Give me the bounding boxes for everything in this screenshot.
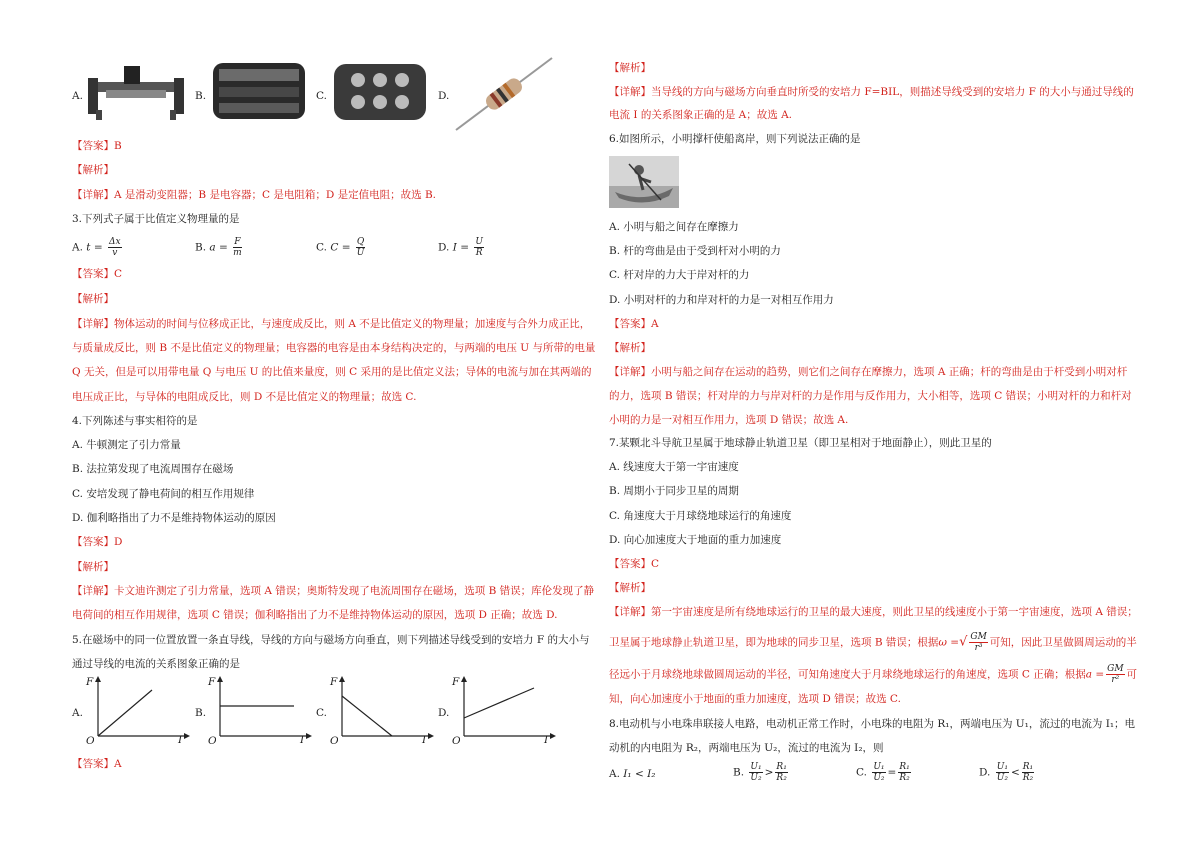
q8-stem-line: 动机的内电阻为 R₂，两端电压为 U₂，流过的电流为 I₂，则 — [609, 742, 884, 754]
q7-stem: 7.某颗北斗导航卫星属于地球静止轨道卫星（即卫星相对于地面静止），则此卫星的 — [609, 437, 992, 449]
q7-option-c: C. 角速度大于月球绕地球运行的角速度 — [609, 510, 792, 522]
q6-stem: 6.如图所示，小明撑杆使船离岸，则下列说法正确的是 — [609, 133, 861, 145]
q3-stem: 3.下列式子属于比值定义物理量的是 — [72, 213, 240, 225]
q4-detail-line: 【详解】卡文迪许测定了引力常量，选项 A 错误；奥斯特发现了电流周围存在磁场，选项 B 错误；库伦发现了静 — [72, 585, 595, 597]
q2-analysis-heading: 【解析】 — [72, 164, 114, 176]
q4-answer: 【答案】D — [72, 536, 123, 548]
resistance-box-image — [330, 56, 430, 126]
q8-option-c: C. $\frac{\text{U₁}}{\text{U₂}}$ = $\frac{\text{R₁}}{\text{R₂}}$ — [856, 762, 910, 783]
fixed-resistor-image — [454, 56, 554, 132]
q5-graph-d-origin-label: O — [452, 735, 461, 747]
q3-option-d: D. I = $\frac{U}{R}$ — [438, 237, 483, 258]
q5-graph-d-label: D. — [438, 707, 450, 719]
slide-rheostat-image — [86, 60, 186, 120]
q6-answer: 【答案】A — [609, 318, 659, 330]
q7-answer: 【答案】C — [609, 558, 660, 570]
q5-graph-b-origin-label: O — [208, 735, 217, 747]
q6-option-b: B. 杆的弯曲是由于受到杆对小明的力 — [609, 245, 781, 257]
q3-answer: 【答案】C — [72, 268, 123, 280]
q2-answer: 【答案】B — [72, 140, 122, 152]
q2-detail: 【详解】A 是滑动变阻器；B 是电容器；C 是电阻箱；D 是定值电阻；故选 B. — [72, 189, 436, 201]
q3-detail-line: Q 无关，但是可以用带电量 Q 与电压 U 的比值来量度，则 C 采用的是比值定义法；导体的电流与加在其两端的 — [72, 366, 592, 378]
q5-graph-c-x-label: I — [422, 734, 427, 746]
q7-detail-line: 【详解】第一宇宙速度是所有绕地球运行的卫星的最大速度，则此卫星的线速度小于第一宇宙速度，选项 A 错误； — [609, 606, 1138, 618]
q5-graph-a-y-label: F — [86, 676, 94, 688]
q5-analysis-heading: 【解析】 — [609, 62, 651, 74]
q6-analysis-heading: 【解析】 — [609, 342, 651, 354]
q2-option-c-label: C. — [316, 90, 327, 102]
q8-option-a: A. I₁ < I₂ — [609, 768, 656, 780]
q5-graph-c — [330, 676, 440, 748]
boat-pole-image — [609, 156, 679, 208]
q3-detail-line: 【详解】物体运动的时间与位移成正比，与速度成反比，则 A 不是比值定义的物理量；加速度与合外力成正比， — [72, 318, 591, 330]
q6-option-a: A. 小明与船之间存在摩擦力 — [609, 221, 739, 233]
q3-option-b: B. a = $\frac{F}{m}$ — [195, 237, 242, 258]
q5-graph-a-label: A. — [72, 707, 83, 719]
q6-detail-line: 【详解】小明与船之间存在运动的趋势，则它们之间存在摩擦力，选项 A 正确；杆的弯曲是由于杆受到小明对杆 — [609, 366, 1128, 378]
q5-graph-d — [452, 676, 562, 748]
q4-stem: 4.下列陈述与事实相符的是 — [72, 415, 198, 427]
q5-detail-line: 【详解】当导线的方向与磁场方向垂直时所受的安培力 F=BIL，则描述导线受到的安培力 F 的大小与通过导线的 — [609, 86, 1134, 98]
q4-option-a: A. 牛顿测定了引力常量 — [72, 439, 181, 451]
q4-analysis-heading: 【解析】 — [72, 561, 114, 573]
q7-option-b: B. 周期小于同步卫星的周期 — [609, 485, 739, 497]
q3-option-a: A. t = $\frac{\Delta x}{v}$ — [72, 237, 121, 258]
q4-detail-line: 电荷间的相互作用规律，选项 C 错误；伽利略指出了力不是维持物体运动的原因，选项 D 正确；故选 D. — [72, 609, 558, 621]
q5-graph-c-origin-label: O — [330, 735, 339, 747]
q5-graph-a — [86, 676, 196, 748]
q7-detail-line-with-formula: 径远小于月球绕地球做圆周运动的半径，可知角速度大于月球绕地球运行的角速度，选项 C 正确；根据a = $\frac{GM}{\text{r²}}$ 可 — [609, 664, 1138, 685]
q5-graph-c-y-label: F — [330, 676, 338, 688]
q3-analysis-heading: 【解析】 — [72, 293, 114, 305]
q8-option-b: B. $\frac{\text{U₁}}{\text{U₂}}$ > $\frac{\text{R₁}}{\text{R₂}}$ — [733, 762, 787, 783]
q7-detail-line: 知，向心加速度小于地面的重力加速度，选项 D 错误；故选 C. — [609, 693, 901, 705]
q8-stem-line: 8.电动机与小电珠串联接人电路，电动机正常工作时，小电珠的电阻为 R₁，两端电压为 U₁，流过的电流为 I₁；电 — [609, 718, 1136, 730]
q8-option-d: D. $\frac{\text{U₁}}{\text{U₂}}$ < $\frac{\text{R₁}}{\text{R₂}}$ — [979, 762, 1034, 783]
q5-graph-a-x-label: I — [178, 734, 183, 746]
q5-graph-b-label: B. — [195, 707, 207, 719]
q6-option-d: D. 小明对杆的力和岸对杆的力是一对相互作用力 — [609, 294, 834, 306]
q7-option-a: A. 线速度大于第一宇宙速度 — [609, 461, 739, 473]
q5-answer: 【答案】A — [72, 758, 122, 770]
q6-option-c: C. 杆对岸的力大于岸对杆的力 — [609, 269, 750, 281]
q6-detail-line: 小明的力是一对相互作用力，选项 D 错误；故选 A. — [609, 414, 849, 426]
q5-graph-a-origin-label: O — [86, 735, 95, 747]
q6-detail-line: 的力，选项 B 错误；杆对岸的力与岸对杆的力是作用与反作用力，大小相等，选项 C 错误；小明对杆的力和杆对 — [609, 390, 1132, 402]
q5-stem-line: 5.在磁场中的同一位置放置一条直导线，导线的方向与磁场方向垂直，则下列描述导线受到的安培力 F 的大小与 — [72, 634, 590, 646]
q5-graph-d-x-label: I — [544, 734, 549, 746]
q3-option-c: C. C = $\frac{Q}{U}$ — [316, 237, 365, 258]
q5-detail-line: 电流 I 的关系图象正确的是 A；故选 A. — [609, 109, 793, 121]
q2-option-a-label: A. — [72, 90, 83, 102]
q4-option-d: D. 伽利略指出了力不是维持物体运动的原因 — [72, 512, 276, 524]
q4-option-b: B. 法拉第发现了电流周围存在磁场 — [72, 463, 234, 475]
q7-option-d: D. 向心加速度大于地面的重力加速度 — [609, 534, 782, 546]
q3-detail-line: 与质量成反比，则 B 不是比值定义的物理量；电容器的电容是由本身结构决定的，与两端的电压 U 与所带的电量 — [72, 342, 596, 354]
q2-option-d-label: D. — [438, 90, 450, 102]
q3-detail-line: 电压成正比，与导体的电阻成反比，则 D 不是比值定义的物理量；故选 C. — [72, 391, 417, 403]
q2-option-b-label: B. — [195, 90, 207, 102]
q5-graph-b-y-label: F — [208, 676, 216, 688]
q5-stem-line: 通过导线的电流的关系图象正确的是 — [72, 658, 240, 670]
q7-detail-line-with-formula: 卫星属于地球静止轨道卫星，即为地球的同步卫星，选项 B 错误；根据ω =√ $\frac{GM}{\text{r³}}$ 可知，因此卫星做圆周运动的半 — [609, 632, 1137, 653]
capacitor-image — [209, 57, 309, 125]
q5-graph-b — [208, 676, 318, 748]
q5-graph-b-x-label: I — [300, 734, 305, 746]
q4-option-c: C. 安培发现了静电荷间的相互作用规律 — [72, 488, 255, 500]
q5-graph-c-label: C. — [316, 707, 327, 719]
q7-analysis-heading: 【解析】 — [609, 582, 651, 594]
q5-graph-d-y-label: F — [452, 676, 460, 688]
